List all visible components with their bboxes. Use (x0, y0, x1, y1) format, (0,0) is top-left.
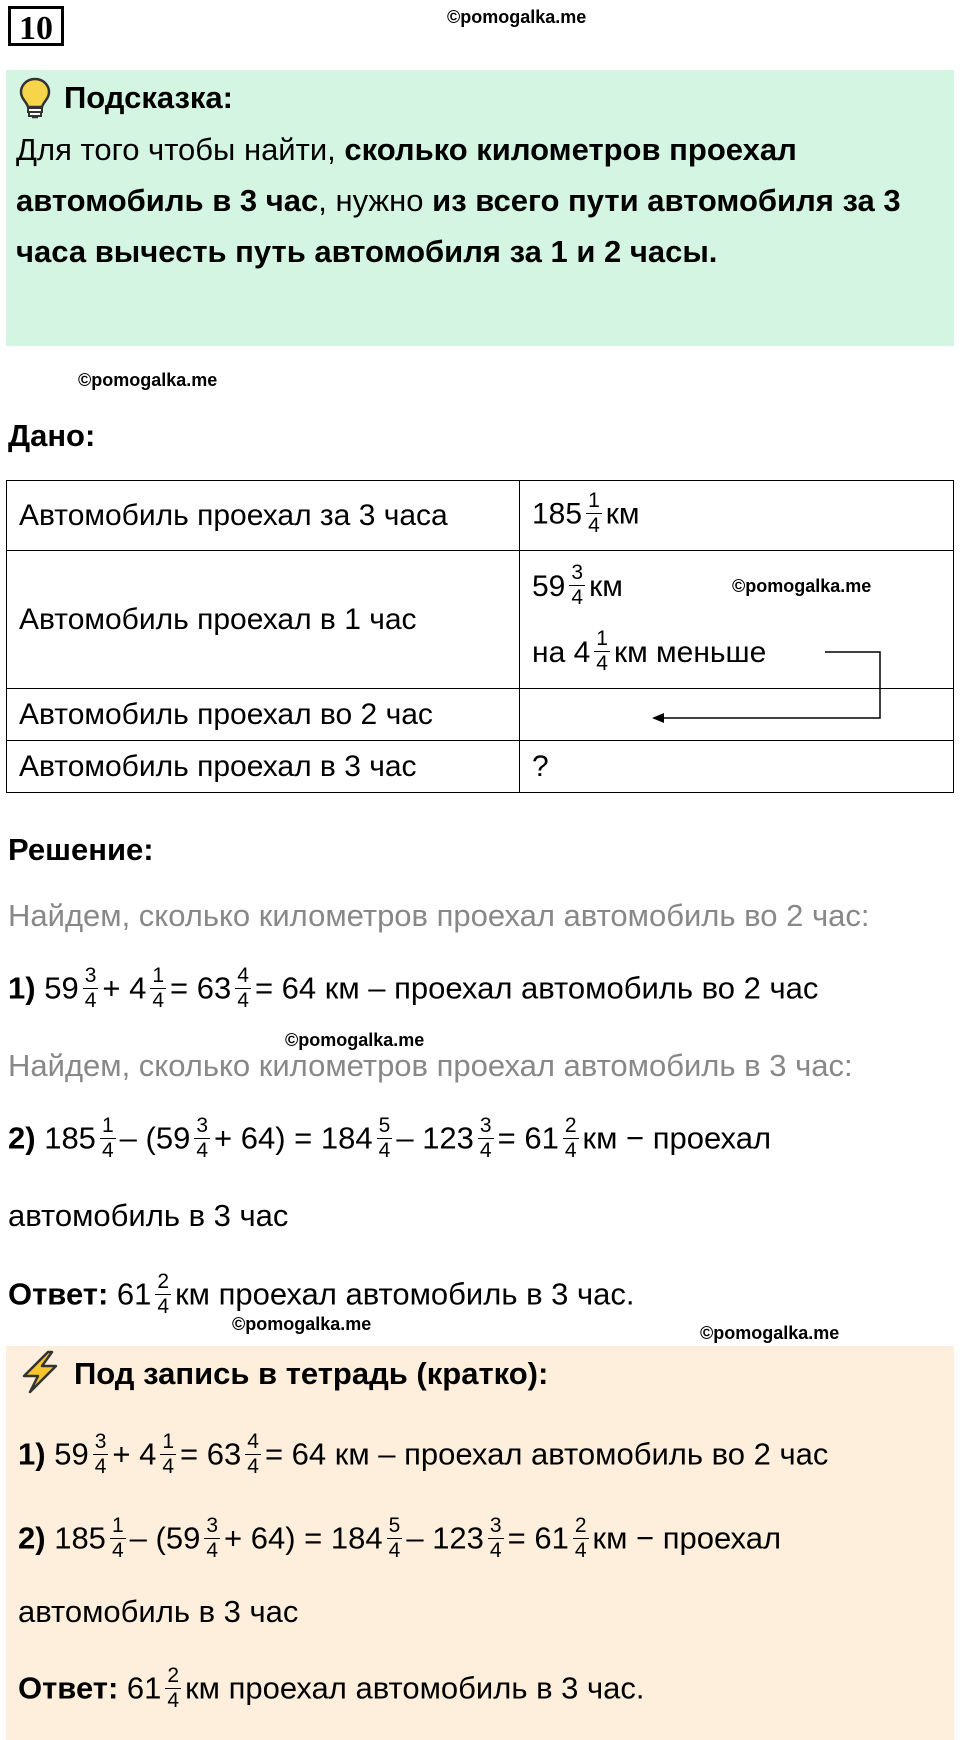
watermark: ©pomogalka.me (285, 1030, 425, 1050)
hint-text: Для того чтобы найти, сколько километров проехал автомобиль в 3 час, нужно из всего пути автомобиля за 3 часа вычесть путь автомобиля за 1 и 2 часы. (16, 132, 901, 269)
row-value: 59 $\frac{3}{4}$ км на 4 $\frac{1}{4}$ км меньше (520, 551, 954, 689)
equation-2-cont: автомобиль в 3 час (8, 1198, 289, 1233)
row-value: ? (520, 741, 954, 793)
row-value: 185 $\frac{1}{4}$ км (520, 481, 954, 551)
notebook-answer: Ответ: 61 $\frac{2}{4}$ км проехал автомобиль в 3 час. (18, 1664, 645, 1712)
answer: Ответ: 61 $\frac{2}{4}$ км проехал автомобиль в 3 час. (8, 1270, 635, 1318)
watermark: ©pomogalka.me (447, 7, 587, 27)
table-row (7, 481, 954, 551)
table-row (7, 741, 954, 793)
equation-1: 1) 59 $\frac{3}{4}$ + 4 $\frac{1}{4}$ = 63 $\frac{4}{4}$ = 64 км – проехал автомобиль во 2 час (8, 964, 819, 1012)
notebook-equation-2-cont: автомобиль в 3 час (18, 1594, 299, 1629)
hint-title: Подсказка: (64, 80, 233, 115)
watermark: ©pomogalka.me (700, 1323, 840, 1343)
task-number: 10 (8, 6, 64, 46)
lightning-icon (18, 1350, 62, 1394)
find-step1: Найдем, сколько километров проехал автомобиль во 2 час: (8, 898, 870, 933)
watermark: ©pomogalka.me (732, 576, 872, 596)
notebook-title: Под запись в тетрадь (кратко): (74, 1356, 549, 1391)
row-label: Автомобиль проехал в 1 час (7, 551, 520, 689)
arrow-icon (650, 648, 890, 724)
given-table (6, 480, 954, 793)
watermark: ©pomogalka.me (78, 370, 218, 390)
row-label: Автомобиль проехал в 3 час (7, 741, 520, 793)
notebook-equation-1: 1) 59 $\frac{3}{4}$ + 4 $\frac{1}{4}$ = 63 $\frac{4}{4}$ = 64 км – проехал автомобиль во 2 час (18, 1430, 829, 1478)
solution-title: Решение: (8, 832, 154, 867)
notebook-equation-2: 2) 185 $\frac{1}{4}$ – (59 $\frac{3}{4}$ + 64) = 184 $\frac{5}{4}$ – 123 $\frac{3}{4}$ = 61 $\frac{2}{4}$ км − проехал (18, 1514, 782, 1562)
find-step2: Найдем, сколько километров проехал автомобиль в 3 час: (8, 1048, 853, 1083)
watermark: ©pomogalka.me (232, 1314, 372, 1334)
lightbulb-icon (18, 76, 52, 120)
given-title: Дано: (8, 418, 96, 453)
equation-2: 2) 185 $\frac{1}{4}$ – (59 $\frac{3}{4}$ + 64) = 184 $\frac{5}{4}$ – 123 $\frac{3}{4}$ = 61 $\frac{2}{4}$ км − проехал (8, 1114, 772, 1162)
row-label: Автомобиль проехал за 3 часа (7, 481, 520, 551)
row-label: Автомобиль проехал во 2 час (7, 689, 520, 741)
